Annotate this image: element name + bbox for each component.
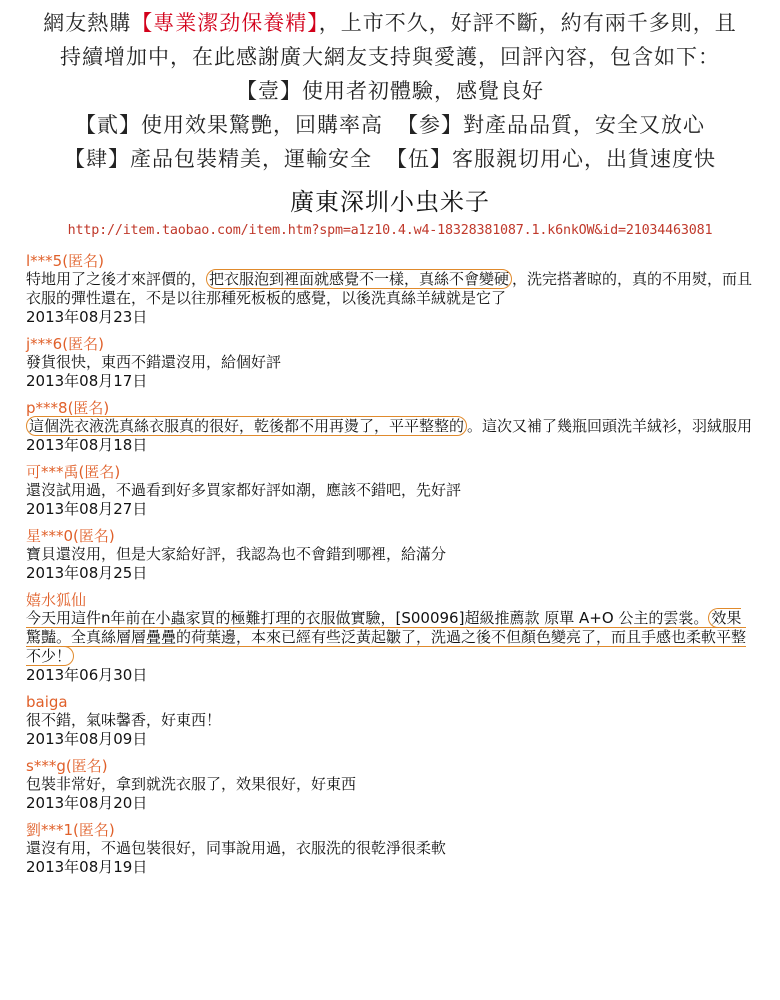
- intro-text: ，上市不久，好評不斷，約有兩千多則，且: [318, 11, 737, 35]
- review-item: [26, 335, 754, 391]
- review-item: [26, 399, 754, 455]
- intro-line-5: [0, 142, 780, 176]
- review-item: [26, 821, 754, 877]
- review-date: 2013年08月17日: [26, 372, 148, 390]
- reviewer-name: 劉***1(匿名): [26, 821, 115, 839]
- intro-point-5: 【伍】客服親切用心，出貨速度快: [386, 147, 716, 171]
- review-item: [26, 463, 754, 519]
- intro-line-2: 持續增加中，在此感謝廣大網友支持與愛護，回評內容，包含如下：: [60, 45, 720, 69]
- reviewer-name: 嬉水狐仙: [26, 591, 87, 609]
- review-item: [26, 252, 754, 327]
- review-item: [26, 591, 754, 685]
- review-item: [26, 757, 754, 813]
- reviewer-name: p***8(匿名): [26, 399, 110, 417]
- review-date: 2013年06月30日: [26, 666, 148, 684]
- review-date: 2013年08月20日: [26, 794, 148, 812]
- intro-line-4: [0, 108, 780, 142]
- review-text: 還沒有用，不過包裝很好，同事說用過，衣服洗的很乾淨很柔軟: [26, 839, 447, 857]
- highlighted-phrase: 這個洗衣液洗真絲衣服真的很好，乾後都不用再燙了，平平整整的: [26, 416, 467, 436]
- review-date: 2013年08月19日: [26, 858, 148, 876]
- review-text: 發貨很快，東西不錯還沒用，給個好評: [26, 353, 282, 371]
- intro-point-4: 【肆】產品包裝精美，運輸安全: [64, 147, 372, 171]
- intro-point-3: 【参】對產品品質，安全又放心: [397, 113, 705, 137]
- intro-point-2: 【貳】使用效果驚艷，回購率高: [75, 113, 383, 137]
- reviewer-name: 星***0(匿名): [26, 527, 115, 545]
- review-text: 還沒試用過，不過看到好多買家都好評如潮，應該不錯吧，先好評: [26, 481, 462, 499]
- intro-line-1: [0, 6, 780, 40]
- review-item: [26, 527, 754, 583]
- reviewer-name: j***6(匿名): [26, 335, 104, 353]
- review-date: 2013年08月09日: [26, 730, 148, 748]
- reviewer-name: baiga: [26, 693, 68, 711]
- review-text: 今天用這件n年前在小蟲家買的極難打理的衣服做實驗，[S00096]超級推薦款 原單 A+O 公主的雲裳。 效果驚豔。全真絲層層疊疊的荷葉邊，本來已經有些泛黃起皺了，洗過之後不但顏色變亮了，而且手感也柔軟平整不少！: [26, 609, 747, 665]
- review-list: [26, 252, 754, 877]
- highlighted-phrase: 效果驚豔。全真絲層層疊疊的荷葉邊，本來已經有些泛黃起皺了，洗過之後不但顏色變亮了，而且手感也柔軟平整不少！: [26, 609, 747, 665]
- intro-text: 網友熱購: [43, 11, 132, 35]
- review-text: 很不錯，氣味馨香，好東西！: [26, 711, 222, 729]
- review-text: 特地用了之後才來評價的， 把衣服泡到裡面就感覺不一樣，真絲不會變硬 ，洗完搭著晾的，真的不用熨，而且衣服的彈性還在，不是以往那種死板板的感覺，以後洗真絲羊絨就是它了: [26, 270, 753, 307]
- shop-name: 廣東深圳小虫米子: [290, 188, 490, 216]
- highlighted-phrase: 把衣服泡到裡面就感覺不一樣，真絲不會變硬: [206, 269, 512, 289]
- review-item: [26, 693, 754, 749]
- review-text: 這個洗衣液洗真絲衣服真的很好，乾後都不用再燙了，平平整整的 。這次又補了幾瓶回頭洗羊絨衫，羽絨服用: [26, 417, 754, 436]
- review-text: 寶貝還沒用，但是大家給好評，我認為也不會錯到哪裡，給滿分: [26, 545, 447, 563]
- review-date: 2013年08月25日: [26, 564, 148, 582]
- intro-block: [0, 0, 780, 176]
- intro-line-3: 【壹】使用者初體驗，感覺良好: [236, 79, 544, 103]
- review-date: 2013年08月23日: [26, 308, 148, 326]
- product-name: 【專業潔劲保養精】: [131, 11, 319, 35]
- reviewer-name: l***5(匿名): [26, 252, 104, 270]
- shop-url-link[interactable]: http://item.taobao.com/item.htm?spm=a1z10.4.w4-18328381087.1.k6nkOW&id=21034463081: [67, 223, 713, 238]
- reviewer-name: 可***禹(匿名): [26, 463, 121, 481]
- review-date: 2013年08月18日: [26, 436, 148, 454]
- reviewer-name: s***g(匿名): [26, 757, 108, 775]
- review-text: 包裝非常好，拿到就洗衣服了，效果很好，好東西: [26, 775, 357, 793]
- review-date: 2013年08月27日: [26, 500, 148, 518]
